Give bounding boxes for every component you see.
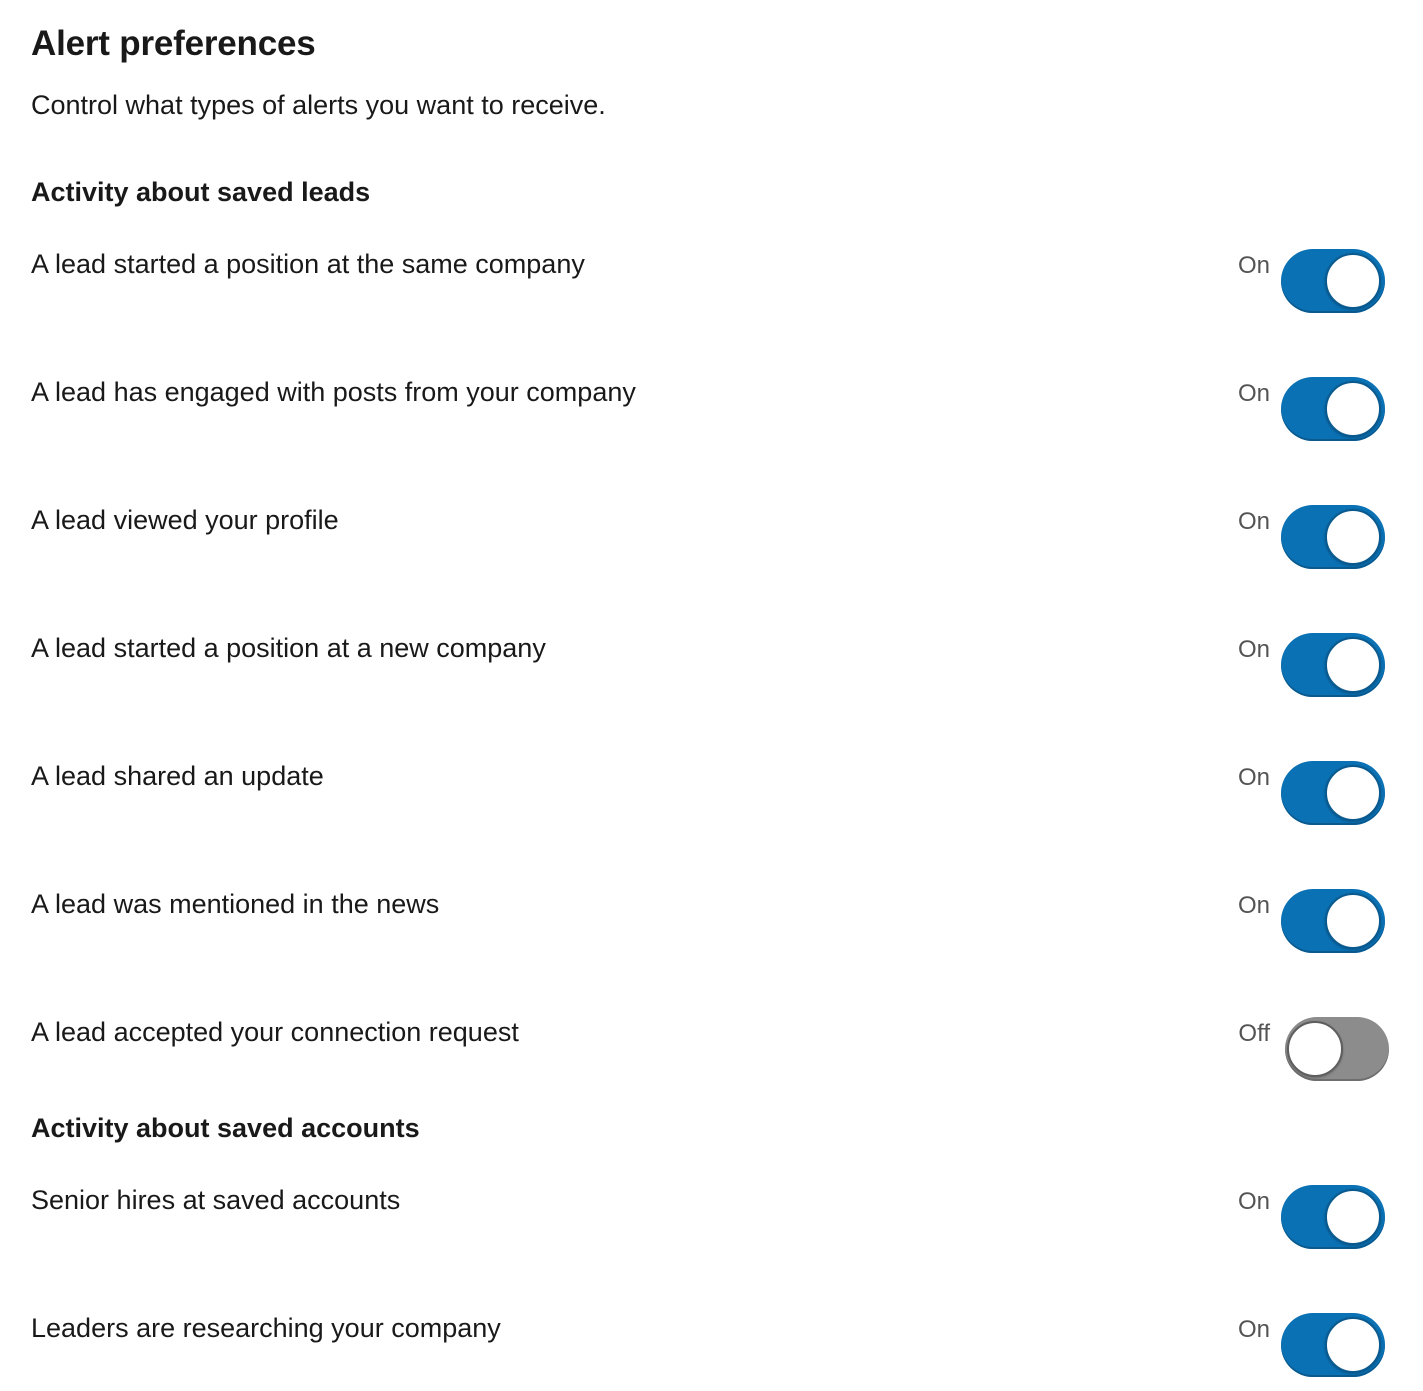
setting-row-shared-update bbox=[0, 759, 1423, 825]
setting-label: A lead was mentioned in the news bbox=[31, 889, 440, 919]
toggle-state-text: On bbox=[1237, 1316, 1270, 1343]
toggle-switch-accepted-connection[interactable] bbox=[1285, 1017, 1389, 1081]
toggle-switch-mentioned-news[interactable] bbox=[1281, 889, 1385, 953]
setting-row-new-company bbox=[0, 631, 1423, 697]
setting-row-senior-hires bbox=[0, 1183, 1423, 1249]
setting-label: Leaders are researching your company bbox=[31, 1313, 501, 1343]
toggle-state-text: On bbox=[1237, 892, 1270, 919]
setting-row-accepted-connection bbox=[0, 1015, 1423, 1081]
page-subtitle: Control what types of alerts you want to receive. bbox=[31, 90, 606, 120]
toggle-knob bbox=[1325, 1189, 1381, 1245]
toggle-knob bbox=[1325, 637, 1381, 693]
toggle-switch-shared-update[interactable] bbox=[1281, 761, 1385, 825]
toggle-state-text: Off bbox=[1238, 1020, 1270, 1047]
setting-label: A lead viewed your profile bbox=[31, 505, 339, 535]
section-heading-saved-leads: Activity about saved leads bbox=[31, 177, 371, 207]
toggle-knob bbox=[1287, 1021, 1343, 1077]
toggle-state-text: On bbox=[1237, 508, 1270, 535]
toggle-state-text: On bbox=[1237, 764, 1270, 791]
setting-row-viewed-profile bbox=[0, 503, 1423, 569]
setting-row-leaders-researching bbox=[0, 1311, 1423, 1377]
section-heading-saved-accounts: Activity about saved accounts bbox=[31, 1113, 420, 1143]
toggle-state-text: On bbox=[1237, 636, 1270, 663]
toggle-switch-leaders-researching[interactable] bbox=[1281, 1313, 1385, 1377]
setting-row-engaged-posts bbox=[0, 375, 1423, 441]
setting-label: A lead started a position at the same company bbox=[31, 249, 585, 279]
toggle-knob bbox=[1325, 893, 1381, 949]
toggle-knob bbox=[1325, 381, 1381, 437]
setting-label: A lead started a position at a new company bbox=[31, 633, 546, 663]
page-title: Alert preferences bbox=[31, 24, 316, 63]
toggle-knob bbox=[1325, 765, 1381, 821]
toggle-state-text: On bbox=[1237, 252, 1270, 279]
toggle-knob bbox=[1325, 509, 1381, 565]
setting-row-mentioned-news bbox=[0, 887, 1423, 953]
setting-label: Senior hires at saved accounts bbox=[31, 1185, 401, 1215]
toggle-knob bbox=[1325, 1317, 1381, 1373]
toggle-switch-new-company[interactable] bbox=[1281, 633, 1385, 697]
setting-label: A lead accepted your connection request bbox=[31, 1017, 519, 1047]
setting-label: A lead has engaged with posts from your company bbox=[31, 377, 636, 407]
toggle-switch-same-company[interactable] bbox=[1281, 249, 1385, 313]
toggle-switch-viewed-profile[interactable] bbox=[1281, 505, 1385, 569]
toggle-switch-engaged-posts[interactable] bbox=[1281, 377, 1385, 441]
toggle-state-text: On bbox=[1237, 380, 1270, 407]
toggle-switch-senior-hires[interactable] bbox=[1281, 1185, 1385, 1249]
toggle-knob bbox=[1325, 253, 1381, 309]
toggle-state-text: On bbox=[1237, 1188, 1270, 1215]
setting-label: A lead shared an update bbox=[31, 761, 324, 791]
setting-row-same-company bbox=[0, 247, 1423, 313]
